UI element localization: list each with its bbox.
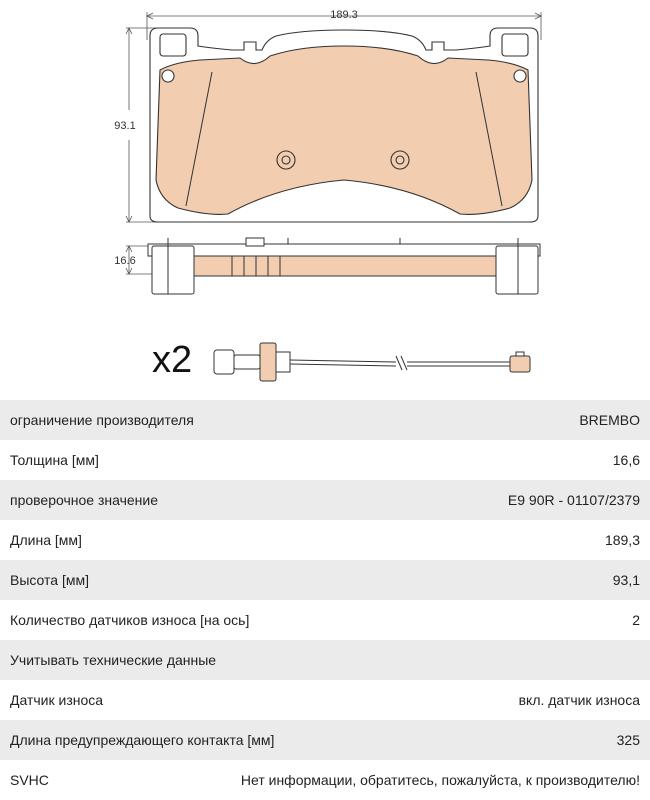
spec-label: ограничение производителя	[10, 412, 194, 428]
wear-sensor-icon	[214, 343, 530, 381]
spec-value: BREMBO	[579, 412, 640, 428]
spec-row-svhc	[0, 760, 650, 800]
spec-row-length	[0, 520, 650, 560]
brake-pad-front-view	[150, 28, 538, 222]
spec-row-wear-sensor	[0, 680, 650, 720]
spec-label: Толщина [мм]	[10, 452, 99, 468]
spec-row-warning-contact-length	[0, 720, 650, 760]
spec-label: Количество датчиков износа [на ось]	[10, 612, 250, 628]
spec-row-test-mark	[0, 480, 650, 520]
spec-value: Нет информации, обратитесь, пожалуйста, к производителю!	[240, 772, 640, 788]
specifications-table	[0, 400, 650, 800]
height-dimension-label: 93.1	[114, 120, 136, 132]
spec-label: Учитывать технические данные	[10, 652, 217, 668]
thickness-dimension-label: 16.6	[114, 255, 136, 267]
spec-label: SVHC	[10, 772, 49, 788]
spec-value: 325	[616, 732, 640, 748]
spec-label: Датчик износа	[10, 692, 104, 708]
length-dimension-label: 189.3	[330, 9, 358, 21]
spec-row-technical-data	[0, 640, 650, 680]
spec-value: E9 90R - 01107/2379	[507, 492, 640, 508]
spec-label: Длина [мм]	[10, 532, 82, 548]
spec-row-manufacturer	[0, 400, 650, 440]
spec-value: 16,6	[612, 452, 640, 468]
spec-value: 2	[632, 612, 640, 628]
spec-row-wear-sensors-count	[0, 600, 650, 640]
spec-label: проверочное значение	[10, 492, 159, 508]
spec-value: 189,3	[604, 532, 640, 548]
spec-row-thickness	[0, 440, 650, 480]
spec-row-height	[0, 560, 650, 600]
spec-value: 93,1	[612, 572, 640, 588]
spec-label: Высота [мм]	[10, 572, 89, 588]
quantity-label: x2	[152, 339, 193, 381]
brake-pad-side-view	[148, 238, 540, 294]
spec-label: Длина предупреждающего контакта [мм]	[10, 732, 275, 748]
spec-value: вкл. датчик износа	[518, 692, 640, 708]
